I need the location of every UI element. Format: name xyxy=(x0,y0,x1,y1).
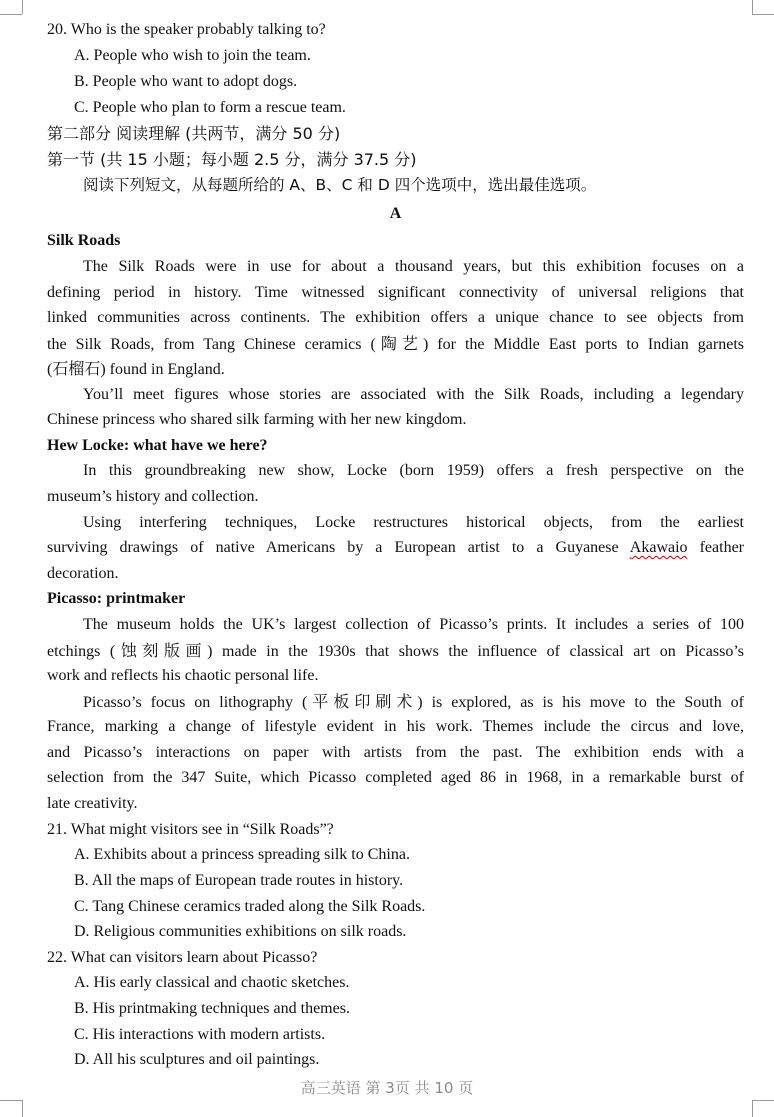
locke-title: Hew Locke: what have we here? xyxy=(47,437,268,454)
q21-option-d: D. Religious communities exhibitions on silk roads. xyxy=(74,923,407,940)
silk-p1-line-3: linked communities across continents. The exhibition offers a unique chance to see objects from xyxy=(47,309,744,326)
locke-p2-line-2-a: surviving drawings of native Americans by a European artist to a Guyanese xyxy=(47,539,630,556)
silk-roads-title: Silk Roads xyxy=(47,232,121,249)
picasso-p1-line-2-a: etchings ( xyxy=(47,643,116,660)
q22-stem: 22. What can visitors learn about Picasso? xyxy=(47,949,318,966)
page-footer: 高三英语 第 3页 共 10 页 xyxy=(300,1079,474,1097)
q20-option-a: A. People who wish to join the team. xyxy=(74,47,311,64)
passage-letter: A xyxy=(389,205,402,222)
picasso-p2-line-5: late creativity. xyxy=(47,795,138,812)
crop-mark-bottom-left-h xyxy=(0,1100,22,1101)
picasso-p1-line-3: work and reflects his chaotic personal life. xyxy=(47,667,319,684)
silk-p1-line-1: The Silk Roads were in use for about a thousand years, but this exhibition focuses on a xyxy=(83,258,744,275)
picasso-p1-line-1: The museum holds the UK’s largest collection of Picasso’s prints. It includes a series of 100 xyxy=(83,616,744,633)
instruction: 阅读下列短文，从每题所给的 A、B、C 和 D 四个选项中，选出最佳选项。 xyxy=(83,176,597,194)
picasso-gloss-lithography: 平板印刷术 xyxy=(307,692,418,711)
locke-p1-line-2: museum’s history and collection. xyxy=(47,488,259,505)
q21-stem: 21. What might visitors see in “Silk Roads”? xyxy=(47,821,334,838)
silk-p1-line-4-b: ) for the Middle East ports to Indian garnets xyxy=(422,336,744,353)
crop-mark-bottom-left xyxy=(22,1100,23,1117)
crop-mark-top-left xyxy=(22,0,23,14)
q21-option-b: B. All the maps of European trade routes in history. xyxy=(74,872,404,889)
silk-p1-line-5-b: ) found in England. xyxy=(100,361,225,378)
crop-mark-top-left-h xyxy=(0,14,22,15)
spellcheck-word-akawaio: Akawaio xyxy=(629,539,688,556)
q21-option-c: C. Tang Chinese ceramics traded along the Silk Roads. xyxy=(74,898,426,915)
picasso-p2-line-3: and Picasso’s interactions on paper with artists from the past. The exhibition ends with a xyxy=(47,744,744,761)
picasso-p2-line-4: selection from the 347 Suite, which Picasso completed aged 86 in 1968, in a remarkable burst of xyxy=(47,769,744,786)
locke-p1-line-1: In this groundbreaking new show, Locke (born 1959) offers a fresh perspective on the xyxy=(83,462,744,479)
silk-p1-line-5 xyxy=(47,356,744,381)
crop-mark-top-right xyxy=(752,0,753,14)
crop-mark-bottom-right xyxy=(752,1100,753,1117)
picasso-p1-line-2 xyxy=(47,638,744,663)
silk-p2-line-2: Chinese princess who shared silk farming with her new kingdom. xyxy=(47,411,467,428)
q21-option-a: A. Exhibits about a princess spreading silk to China. xyxy=(74,846,410,863)
q22-option-d: D. All his sculptures and oil paintings. xyxy=(74,1051,320,1068)
picasso-p2-line-2: France, marking a change of lifestyle evident in his work. Themes include the circus and love, xyxy=(47,718,744,735)
locke-p2-line-2-b: feather xyxy=(687,539,745,556)
locke-p2-line-2 xyxy=(47,535,744,560)
silk-p1-line-5-a: ( xyxy=(47,361,53,378)
locke-p2-line-3: decoration. xyxy=(47,565,119,582)
crop-mark-top-right-h xyxy=(752,14,774,15)
picasso-title: Picasso: printmaker xyxy=(47,590,186,607)
q20-option-c: C. People who plan to form a rescue team. xyxy=(74,99,346,116)
picasso-p2-line-1 xyxy=(83,689,744,714)
silk-gloss-garnets: 石榴石 xyxy=(52,359,101,378)
crop-mark-bottom-right-h xyxy=(752,1100,774,1101)
silk-p1-line-2: defining period in history. Time witnessed significant connectivity of universal religions that xyxy=(47,284,744,301)
section1-heading: 第一节 (共 15 小题；每小题 2.5 分，满分 37.5 分) xyxy=(47,150,417,169)
locke-p2-line-1: Using interfering techniques, Locke restructures historical objects, from the earliest xyxy=(83,514,744,531)
silk-gloss-ceramics: 陶艺 xyxy=(375,334,423,353)
picasso-p2-line-1-a: Picasso’s focus on lithography ( xyxy=(83,694,308,711)
picasso-gloss-etchings: 蚀刻版画 xyxy=(115,641,208,660)
silk-p1-line-4 xyxy=(47,331,744,356)
picasso-p1-line-2-b: ) made in the 1930s that shows the influence of classical art on Picasso’s xyxy=(207,643,744,660)
q20-stem: 20. Who is the speaker probably talking to? xyxy=(47,21,326,38)
silk-p2-line-1: You’ll meet figures whose stories are associated with the Silk Roads, including a legendary xyxy=(83,386,744,403)
q22-option-c: C. His interactions with modern artists. xyxy=(74,1026,326,1043)
part2-heading: 第二部分 阅读理解 (共两节，满分 50 分) xyxy=(47,124,341,143)
silk-p1-line-4-a: the Silk Roads, from Tang Chinese ceramics ( xyxy=(47,336,376,353)
q22-option-a: A. His early classical and chaotic sketches. xyxy=(74,974,350,991)
q20-option-b: B. People who want to adopt dogs. xyxy=(74,73,298,90)
q22-option-b: B. His printmaking techniques and themes. xyxy=(74,1000,350,1017)
picasso-p2-line-1-b: ) is explored, as is his move to the South of xyxy=(417,694,745,711)
